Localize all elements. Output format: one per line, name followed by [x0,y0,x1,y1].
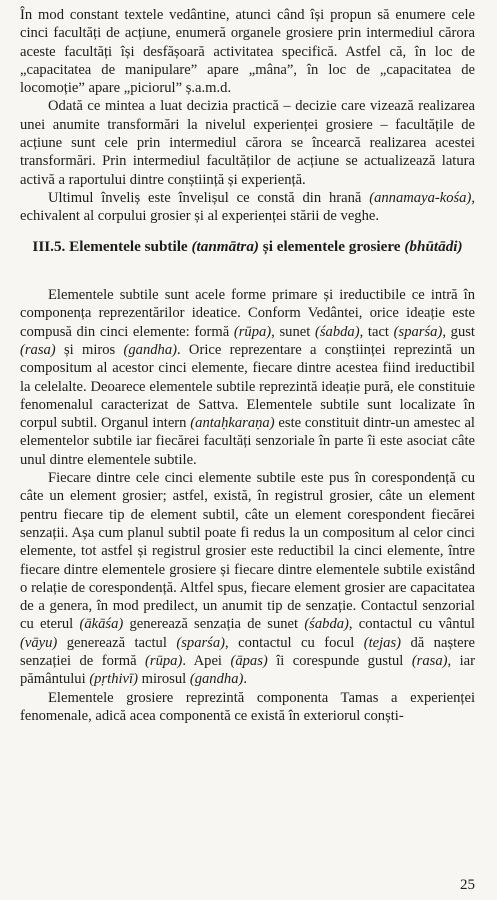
text-run: dă naștere senzației de formă [20,634,475,669]
italic-term: (vāyu) [20,634,58,651]
paragraph [20,6,475,97]
text-run: , tact [359,323,394,340]
section-heading [20,238,475,257]
text-block-top [20,6,475,226]
text-run: , iar pământului [20,653,475,688]
text-run: Fiecare dintre cele cinci elemente subtile este pus în corespondență cu câte un element grosier; astfel, există, în registrul grosier, câte un element pentru fiecare tip de element subtil, câte un element corespondent fiecărei senzații. Așa cum planul subtil poate fi redus la un compositum al celor cinci elemente, tot astfel și registrul grosier este reductibil la cinci elemente, între fiecare dintre elementele grosiere și fiecare dintre elementele subtile existând o relație de corespondență. Altfel spus, fiecare element grosier are capacitatea de a genera, în mod predilect, un anumit tip de senzație. Contactul senzorial cu eterul [20,470,475,633]
paragraph [20,189,475,226]
text-run: și miros [55,341,124,358]
text-run: Elementele grosiere reprezintă componenta Tamas a experienței fenomenale, adică acea componentă ce există în exteriorul conști- [20,689,475,724]
text-run: , gust [442,323,475,340]
text-run: În mod constant textele vedântine, atunci când își propun să enumere cele cinci facultăți de acțiune, enumeră organele grosiere prin intermediul cărora aceste facultăți își desfășoară activitatea specifică. Astfel că, în loc de „capacitatea de manipulare” apare „mâna”, în loc de „capacitatea de locomoție” apare „piciorul” ș.a.m.d. [20,7,475,97]
italic-term: (śabda) [315,323,360,340]
italic-term: (gandha) [123,341,177,358]
italic-term: (annamaya-kośa) [369,189,472,206]
italic-term: (antaḥkaraṇa) [190,415,275,432]
italic-term: (ākāśa) [79,616,124,633]
italic-term: (tanmātra) [191,237,259,255]
text-run: Elementele subtile sunt acele forme primare și ireductibile ce intră în componența reprezentărilor ideatice. Conform Vedântei, orice ideație este compusă din cinci elemente: formă [20,287,475,340]
text-run: și elementele grosiere [258,237,405,255]
italic-term: (sparśa) [176,634,226,651]
text-run: , sunet [271,323,315,340]
text-run: , contactul cu vântul [348,616,475,633]
text-run: Ultimul înveliș este învelișul ce constă din hrană [48,189,370,206]
text-run: Odată ce mintea a luat decizia practică – decizie care vizează realizarea unei anumite transformări la nivelul experienței grosiere – facultățile de acțiune sunt cele prin intermediul cărora se încearcă realizarea acestei transformări. Prin intermediul facultăților de acțiune se actualizează latura activă a raportului dintre conștiință și experiență. [20,98,475,188]
italic-term: (śabda) [304,616,349,633]
italic-term: (rasa) [20,341,56,358]
paragraph [20,469,475,689]
text-run: . Orice reprezentare a conștiinței reprezintă un compositum al acestor cinci elemente, fiecare dintre acestea fiind ireductibil la celelalte. Deoarece elementele subtile reprezintă ideație pură, ele constituie fenomenalul caracterizat de Sattva. Elementele subtile sunt localizate în corpul subtil. Organul intern [20,341,475,432]
italic-term: (bhūtādi) [404,237,463,255]
text-run: este constituit dintr-un amestec al elementelor subtile iar fiecărei facultăți senzoriale în parte îi este asociat câte unul dintre elementele subtile. [20,415,475,468]
italic-term: (rūpa) [145,653,183,669]
page-number: 25 [460,877,475,893]
text-run: III.5. Elementele subtile [32,237,192,255]
text-run: , contactul cu focul [225,634,364,651]
text-run: , echivalent al corpului grosier și al experienței stării de veghe. [20,189,475,225]
italic-term: (tejas) [363,634,401,651]
paragraph [20,286,475,469]
text-block-bottom [20,286,475,725]
text-run: . [243,671,248,688]
italic-term: (pṛthivī) [89,671,138,688]
italic-term: (rasa) [411,653,448,669]
italic-term: (sparśa) [393,323,443,340]
text-run: îi corespunde gustul [267,653,412,669]
italic-term: (āpas) [230,653,268,669]
paragraph [20,97,475,188]
italic-term: (rūpa) [233,323,272,340]
italic-term: (gandha) [189,671,244,688]
text-run: mirosul [137,671,190,688]
text-run: generează senzația de sunet [123,616,305,633]
paragraph [20,689,475,726]
text-run: . Apei [182,653,231,669]
text-run: generează tactul [57,634,177,651]
